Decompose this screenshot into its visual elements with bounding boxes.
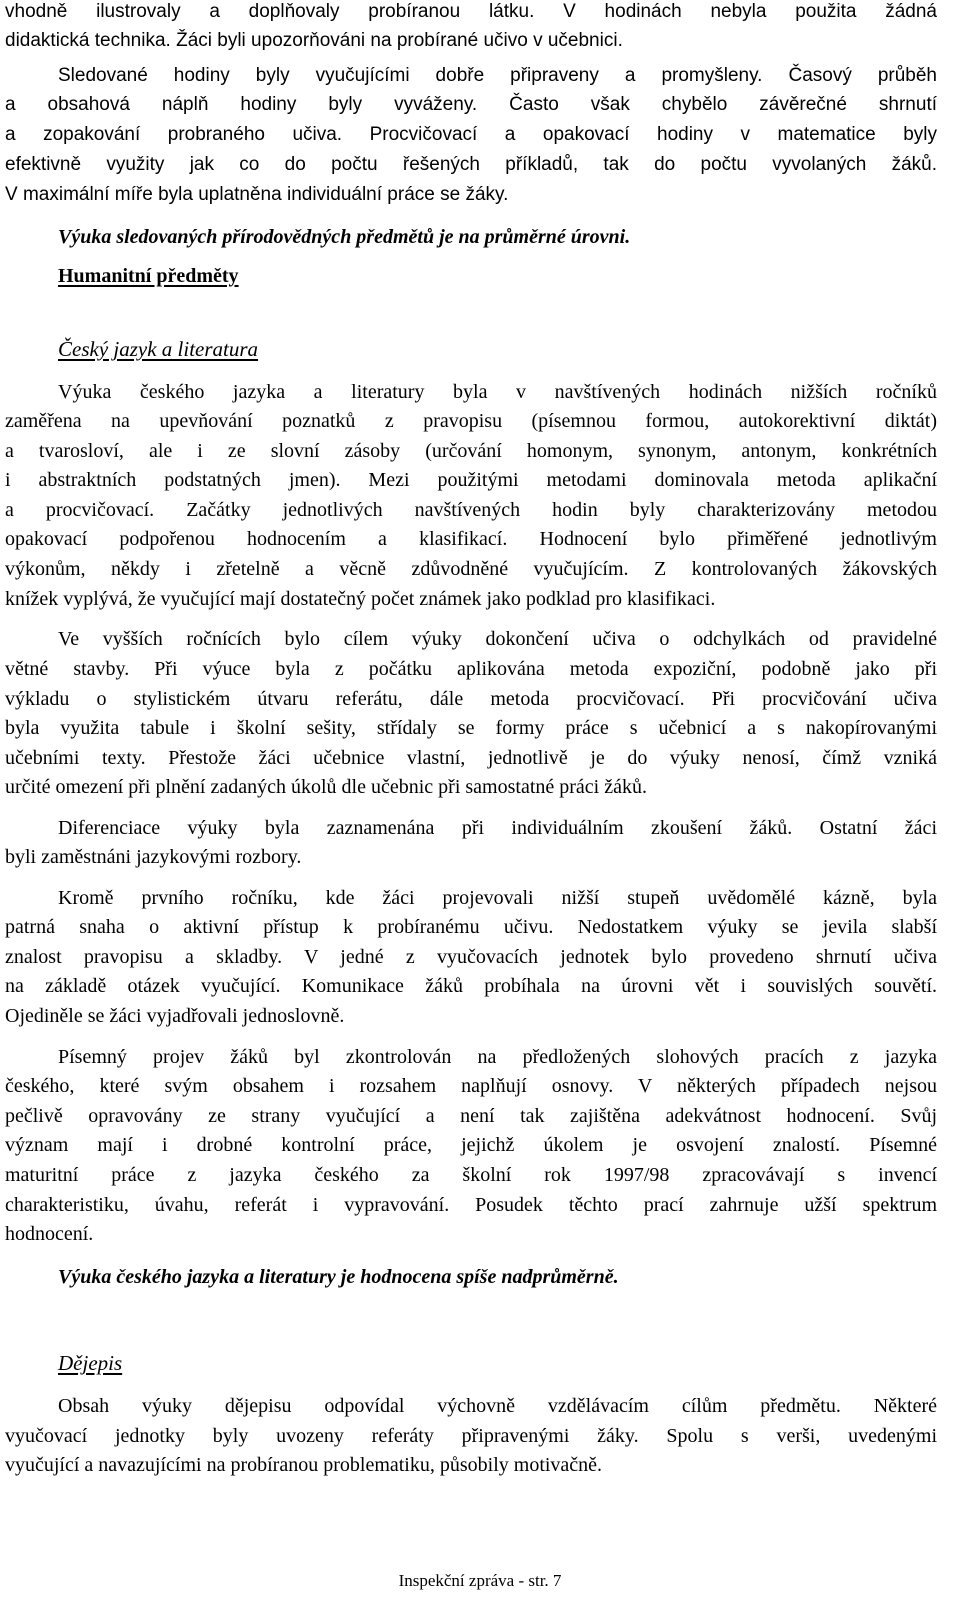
paragraph-line: Výuka českého jazyka a literatury byla v navštívených hodinách nižších ročníků bbox=[58, 381, 937, 403]
paragraph-line: Sledované hodiny byly vyučujícími dobře připraveny a promyšleny. Časový průběh bbox=[58, 65, 937, 86]
paragraph-line: učebními texty. Přestože žáci učebnice vlastní, jednotlivě je do výuky nenosí, čímž vzniká bbox=[5, 747, 937, 769]
paragraph-line: hodnocení. bbox=[5, 1223, 94, 1245]
paragraph-line: a procvičovací. Začátky jednotlivých navštívených hodin byly charakterizovány metodou bbox=[5, 499, 937, 521]
paragraph-line: pečlivě opravovány ze strany vyučující a není tak zajištěna adekvátnost hodnocení. Svůj bbox=[5, 1105, 937, 1127]
paragraph-line: Diferenciace výuky byla zaznamenána při individuálním zkoušení žáků. Ostatní žáci bbox=[58, 817, 937, 839]
paragraph-line: výkladu o stylistickém útvaru referátu, dále metoda procvičovací. Při procvičování učiva bbox=[5, 688, 937, 710]
paragraph-line: charakteristiku, úvahu, referát i vypravování. Posudek těchto prací zahrnuje užší spektrum bbox=[5, 1194, 937, 1216]
paragraph-line: Písemný projev žáků byl zkontrolován na předložených slohových pracích z jazyka bbox=[58, 1046, 937, 1068]
paragraph-line: i abstraktních podstatných jmen). Mezi použitými metodami dominovala metoda aplikační bbox=[5, 469, 937, 491]
paragraph-line: a tvarosloví, ale i ze slovní zásoby (určování homonym, synonym, antonym, konkrétních bbox=[5, 440, 937, 462]
subsection-heading-text: Český jazyk a literatura bbox=[58, 337, 259, 361]
subsection-heading-text: Dějepis bbox=[58, 1351, 123, 1375]
paragraph-line: byli zaměstnáni jazykovými rozbory. bbox=[5, 846, 302, 868]
paragraph-line: Ojediněle se žáci vyjadřovali jednoslovně. bbox=[5, 1005, 345, 1027]
czech-summary: Výuka českého jazyka a literatury je hodnocena spíše nadprůměrně. bbox=[58, 1266, 619, 1288]
paragraph-line: výkonům, někdy i zřetelně a věcně zdůvodněné vyučujícím. Z kontrolovaných žákovských bbox=[5, 558, 937, 580]
paragraph-line: Ve vyšších ročnících bylo cílem výuky dokončení učiva o odchylkách od pravidelné bbox=[58, 628, 937, 650]
paragraph-line: a obsahová náplň hodiny byly vyváženy. Často však chybělo závěrečné shrnutí bbox=[5, 94, 937, 115]
paragraph-line: Obsah výuky dějepisu odpovídal výchovně vzdělávacím cílům předmětu. Některé bbox=[58, 1395, 937, 1417]
paragraph-line: vyučovací jednotky byly uvozeny referáty připravenými žáky. Spolu s verši, uvedenými bbox=[5, 1425, 937, 1447]
paragraph-line: českého, které svým obsahem i rozsahem naplňují osnovy. V některých případech nejsou bbox=[5, 1075, 937, 1097]
science-summary: Výuka sledovaných přírodovědných předmětů je na průměrné úrovni. bbox=[58, 226, 631, 248]
paragraph-line: určité omezení při plnění zadaných úkolů dle učebnic při samostatné práci žáků. bbox=[5, 776, 647, 798]
paragraph-line: větné stavby. Při výuce byla z počátku aplikována metoda expoziční, podobně jako při bbox=[5, 658, 937, 680]
paragraph-line: Kromě prvního ročníku, kde žáci projevovali nižší stupeň uvědomělé kázně, byla bbox=[58, 887, 937, 909]
paragraph-line: patrná snaha o aktivní přístup k probíranému učivu. Nedostatkem výuky se jevila slabší bbox=[5, 916, 937, 938]
paragraph-line: význam mají i drobné kontrolní práce, jejichž úkolem je osvojení znalostí. Písemné bbox=[5, 1134, 937, 1156]
paragraph-line: vhodně ilustrovaly a doplňovaly probíranou látku. V hodinách nebyla použita žádná bbox=[5, 1, 937, 22]
section-heading bbox=[58, 264, 937, 288]
paragraph-line: vyučující a navazujícími na probíranou problematiku, působily motivačně. bbox=[5, 1454, 603, 1476]
page-footer: Inspekční zpráva - str. 7 bbox=[398, 1571, 562, 1590]
paragraph-line: zaměřena na upevňování poznatků z pravopisu (písemnou formou, autokorektivní diktát) bbox=[5, 410, 937, 432]
paragraph-line: na základě otázek vyučující. Komunikace žáků probíhala na úrovni vět i souvislých souvětí. bbox=[5, 975, 937, 997]
subsection-heading bbox=[58, 337, 937, 361]
paragraph-line: didaktická technika. Žáci byli upozorňováni na probírané učivo v učebnici. bbox=[5, 30, 623, 51]
paragraph-line: efektivně využity jak co do počtu řešených příkladů, tak do počtu vyvolaných žáků. bbox=[5, 154, 937, 175]
paragraph-line: maturitní práce z jazyka českého za školní rok 1997/98 zpracovávají s invencí bbox=[5, 1164, 937, 1186]
section-heading-text: Humanitní předměty bbox=[58, 265, 239, 287]
paragraph-line: knížek vyplývá, že vyučující mají dostatečný počet známek jako podklad pro klasifikaci. bbox=[5, 588, 716, 610]
paragraph-line: byla využita tabule i školní sešity, střídaly se formy práce s učebnicí a s nakopírovanými bbox=[5, 717, 937, 739]
paragraph-line: V maximální míře byla uplatněna individuální práce se žáky. bbox=[5, 184, 509, 205]
subsection-heading bbox=[58, 1351, 937, 1375]
paragraph-line: a zopakování probraného učiva. Procvičovací a opakovací hodiny v matematice byly bbox=[5, 124, 937, 145]
paragraph-line: opakovací podpořenou hodnocením a klasifikací. Hodnocení bylo přiměřené jednotlivým bbox=[5, 528, 937, 550]
paragraph-line: znalost pravopisu a skladby. V jedné z vyučovacích jednotek bylo provedeno shrnutí učiva bbox=[5, 946, 937, 968]
